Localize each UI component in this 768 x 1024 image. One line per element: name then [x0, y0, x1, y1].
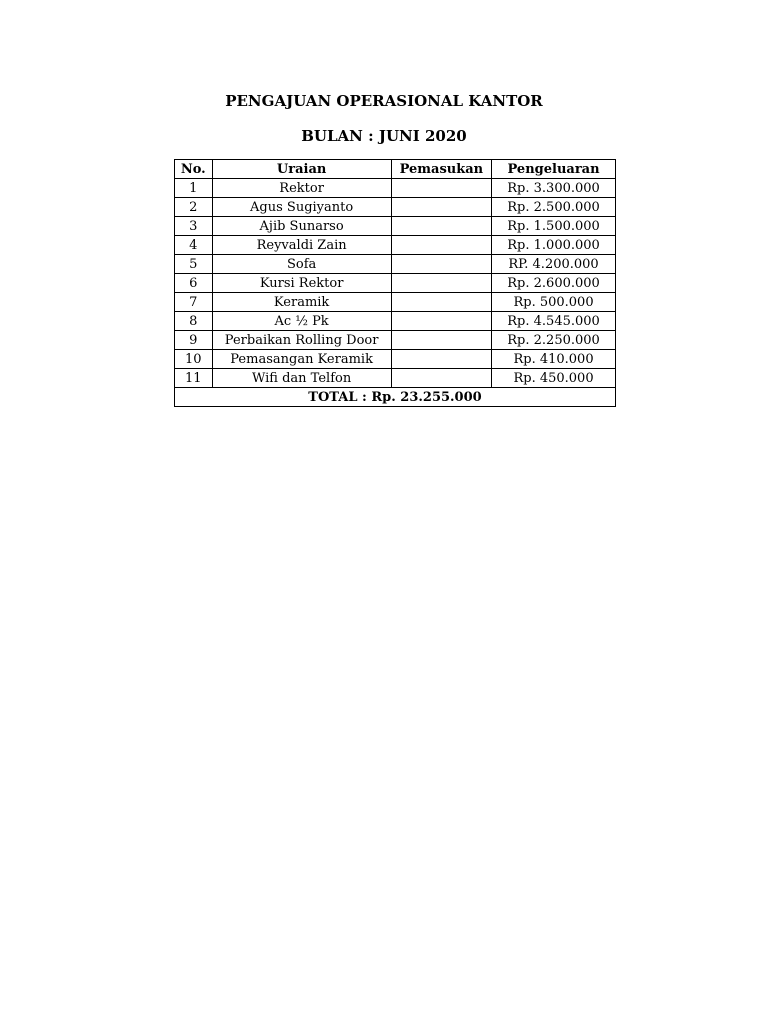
cell-no: 10	[175, 350, 213, 369]
cell-no: 2	[175, 198, 213, 217]
cell-pemasukan	[391, 350, 491, 369]
cell-no: 7	[175, 293, 213, 312]
header-pemasukan: Pemasukan	[391, 160, 491, 179]
cell-pengeluaran: Rp. 1.500.000	[492, 217, 616, 236]
cell-no: 9	[175, 331, 213, 350]
cell-uraian: Sofa	[212, 255, 391, 274]
table-row	[175, 350, 616, 369]
cell-pengeluaran: Rp. 450.000	[492, 369, 616, 388]
cell-pengeluaran: Rp. 2.500.000	[492, 198, 616, 217]
cell-pemasukan	[391, 198, 491, 217]
cell-pemasukan	[391, 274, 491, 293]
cell-no: 8	[175, 312, 213, 331]
table-row	[175, 179, 616, 198]
table-row	[175, 369, 616, 388]
expense-table	[174, 159, 616, 407]
cell-pemasukan	[391, 312, 491, 331]
cell-no: 11	[175, 369, 213, 388]
table-row	[175, 198, 616, 217]
cell-uraian: Reyvaldi Zain	[212, 236, 391, 255]
cell-pengeluaran: RP. 4.200.000	[492, 255, 616, 274]
cell-uraian: Keramik	[212, 293, 391, 312]
cell-uraian: Agus Sugiyanto	[212, 198, 391, 217]
table-row	[175, 217, 616, 236]
table-row	[175, 331, 616, 350]
cell-pemasukan	[391, 255, 491, 274]
cell-pengeluaran: Rp. 2.250.000	[492, 331, 616, 350]
cell-uraian: Rektor	[212, 179, 391, 198]
page-title: PENGAJUAN OPERASIONAL KANTOR	[225, 92, 543, 110]
total-row	[175, 388, 616, 407]
table-header-row	[175, 160, 616, 179]
cell-pengeluaran: Rp. 4.545.000	[492, 312, 616, 331]
cell-pemasukan	[391, 236, 491, 255]
cell-uraian: Wifi dan Telfon	[212, 369, 391, 388]
table-row	[175, 312, 616, 331]
cell-pemasukan	[391, 217, 491, 236]
cell-uraian: Perbaikan Rolling Door	[212, 331, 391, 350]
table-body	[175, 179, 616, 407]
cell-no: 5	[175, 255, 213, 274]
cell-pengeluaran: Rp. 500.000	[492, 293, 616, 312]
cell-no: 4	[175, 236, 213, 255]
table-row	[175, 274, 616, 293]
cell-uraian: Kursi Rektor	[212, 274, 391, 293]
cell-pengeluaran: Rp. 1.000.000	[492, 236, 616, 255]
cell-no: 6	[175, 274, 213, 293]
cell-pengeluaran: Rp. 410.000	[492, 350, 616, 369]
table-row	[175, 255, 616, 274]
cell-no: 3	[175, 217, 213, 236]
total-amount: TOTAL : Rp. 23.255.000	[175, 388, 616, 407]
cell-pengeluaran: Rp. 3.300.000	[492, 179, 616, 198]
cell-uraian: Ac ½ Pk	[212, 312, 391, 331]
header-pengeluaran: Pengeluaran	[492, 160, 616, 179]
cell-pengeluaran: Rp. 2.600.000	[492, 274, 616, 293]
header-uraian: Uraian	[212, 160, 391, 179]
table-row	[175, 293, 616, 312]
cell-pemasukan	[391, 293, 491, 312]
cell-uraian: Pemasangan Keramik	[212, 350, 391, 369]
cell-pemasukan	[391, 179, 491, 198]
header-no: No.	[175, 160, 213, 179]
table-row	[175, 236, 616, 255]
cell-no: 1	[175, 179, 213, 198]
cell-uraian: Ajib Sunarso	[212, 217, 391, 236]
cell-pemasukan	[391, 331, 491, 350]
cell-pemasukan	[391, 369, 491, 388]
page-subtitle: BULAN : JUNI 2020	[301, 127, 467, 145]
